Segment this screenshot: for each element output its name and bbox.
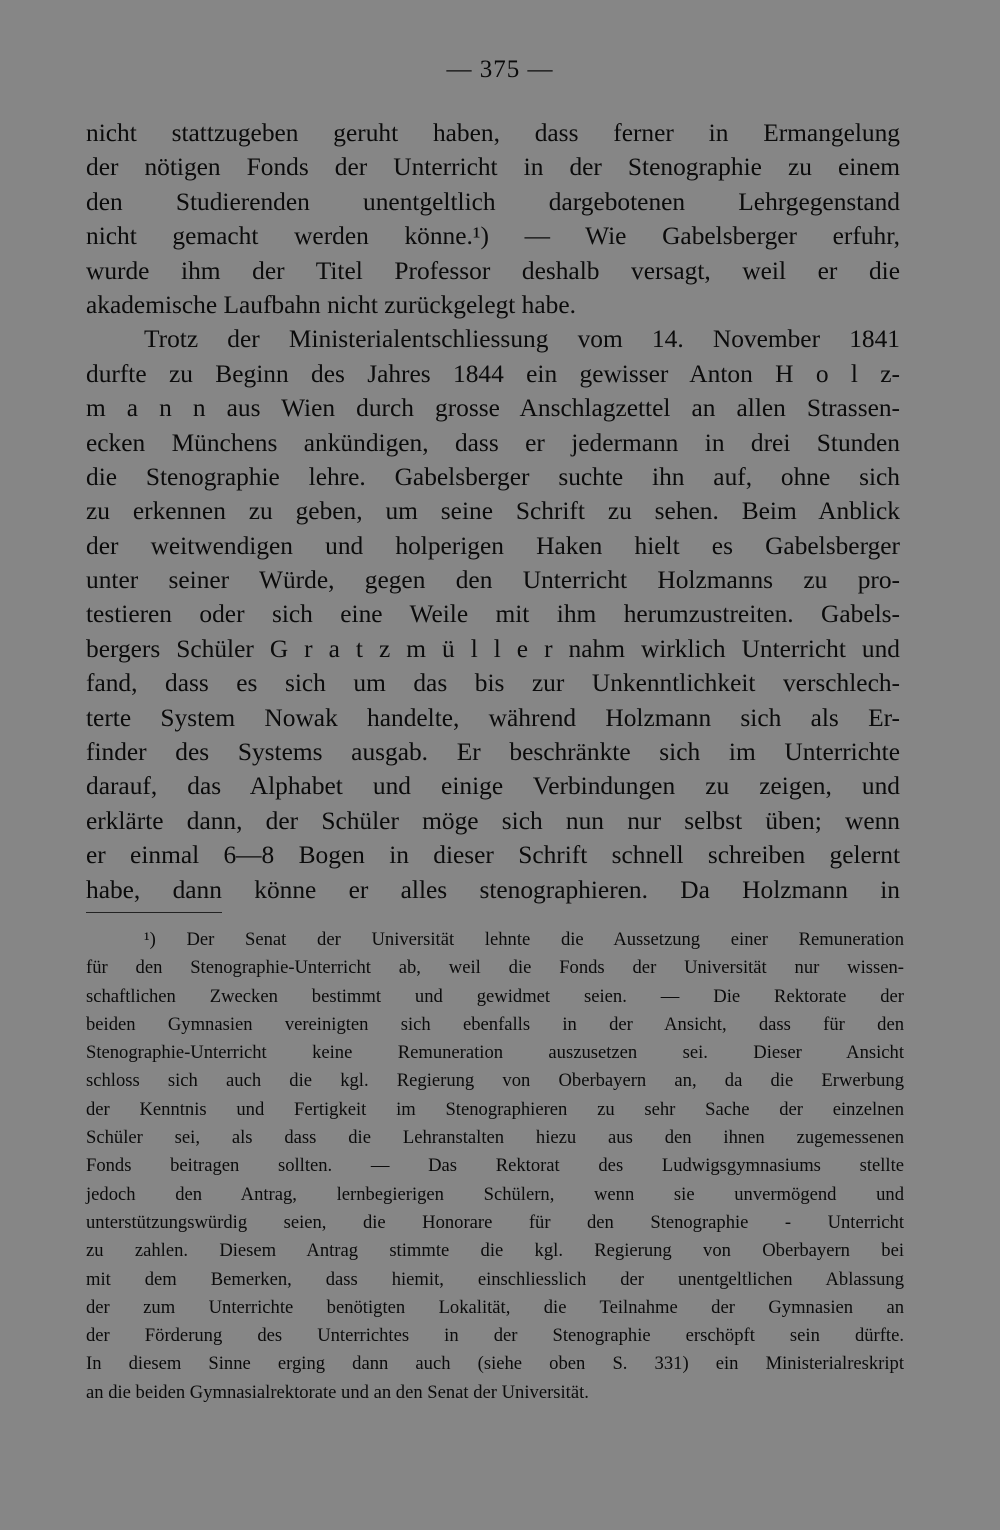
body-line: fand, dass es sich um das bis zur Unkenntlichkeit verschlech- (86, 669, 900, 698)
footnote-line: zu zahlen. Diesem Antrag stimmte die kgl. Regierung von Oberbayern bei (86, 1240, 904, 1262)
footnote-line: an die beiden Gymnasialrektorate und an den Senat der Universität. (86, 1381, 589, 1403)
body-line: bergers Schüler G r a t z m ü l l e r nahm wirklich Unterricht und (86, 634, 900, 663)
footnote-line: jedoch den Antrag, lernbegierigen Schülern, wenn sie unvermögend und (86, 1183, 904, 1205)
page-number: — 375 — (446, 56, 554, 83)
footnote-line: für den Stenographie-Unterricht ab, weil die Fonds der Universität nur wissen- (86, 957, 904, 979)
footnote-line: schloss sich auch die kgl. Regierung von Oberbayern an, da die Erwerbung (86, 1070, 904, 1092)
body-line: unter seiner Würde, gegen den Unterricht Holzmanns zu pro- (86, 566, 900, 595)
footnote-line: Schüler sei, als dass die Lehranstalten hiezu aus den ihnen zugemessenen (86, 1127, 904, 1149)
body-line: erklärte dann, der Schüler möge sich nun nur selbst üben; wenn (86, 806, 900, 835)
body-line: durfte zu Beginn des Jahres 1844 ein gewisser Anton H o l z- (86, 359, 900, 388)
body-line: wurde ihm der Titel Professor deshalb versagt, weil er die (86, 256, 900, 285)
footnote-line: beiden Gymnasien vereinigten sich ebenfalls in der Ansicht, dass für den (86, 1013, 904, 1035)
body-line: der weitwendigen und holperigen Haken hielt es Gabelsberger (86, 531, 900, 560)
body-line: der nötigen Fonds der Unterricht in der Stenographie zu einem (86, 153, 900, 182)
body-line: darauf, das Alphabet und einige Verbindungen zu zeigen, und (86, 772, 900, 801)
body-line: habe, dann könne er alles stenographieren. Da Holzmann in (86, 875, 900, 904)
footnote-line: mit dem Bemerken, dass hiemit, einschliesslich der unentgeltlichen Ablassung (86, 1268, 904, 1290)
body-line: terte System Nowak handelte, während Holzmann sich als Er- (86, 703, 900, 732)
body-line: finder des Systems ausgab. Er beschränkte sich im Unterrichte (86, 738, 900, 767)
body-line: er einmal 6—8 Bogen in dieser Schrift schnell schreiben gelernt (86, 841, 900, 870)
body-line: den Studierenden unentgeltlich dargebotenen Lehrgegenstand (86, 187, 900, 216)
body-line: zu erkennen zu geben, um seine Schrift zu sehen. Beim Anblick (86, 497, 900, 526)
footnote (86, 926, 904, 1407)
body-line: testieren oder sich eine Weile mit ihm herumzustreiten. Gabels- (86, 600, 900, 629)
footnote-line: In diesem Sinne erging dann auch (siehe oben S. 331) ein Ministerialreskript (86, 1353, 904, 1375)
footnote-line: der zum Unterrichte benötigten Lokalität, die Teilnahme der Gymnasien an (86, 1296, 904, 1318)
body-line: die Stenographie lehre. Gabelsberger suchte ihn auf, ohne sich (86, 462, 900, 491)
footnote-line: Fonds beitragen sollten. — Das Rektorat des Ludwigsgymnasiums stellte (86, 1155, 904, 1177)
body-line: nicht stattzugeben geruht haben, dass ferner in Ermangelung (86, 119, 900, 147)
footnote-separator (86, 912, 222, 913)
footnote-line: ¹) Der Senat der Universität lehnte die Aussetzung einer Remuneration (144, 929, 904, 950)
footnote-line: Stenographie-Unterricht keine Remuneration auszusetzen sei. Dieser Ansicht (86, 1042, 904, 1064)
body-line: Trotz der Ministerialentschliessung vom 14. November 1841 (144, 325, 900, 354)
footnote-line: schaftlichen Zwecken bestimmt und gewidmet seien. — Die Rektorate der (86, 985, 904, 1007)
footnote-line: unterstützungswürdig seien, die Honorare für den Stenographie - Unterricht (86, 1211, 904, 1233)
footnote-line: der Kenntnis und Fertigkeit im Stenographieren zu sehr Sache der einzelnen (86, 1098, 904, 1120)
footnote-line: der Förderung des Unterrichtes in der Stenographie erschöpft sein dürfte. (86, 1325, 904, 1347)
body-text (86, 116, 900, 907)
body-line: ecken Münchens ankündigen, dass er jedermann in drei Stunden (86, 428, 900, 457)
body-line: m a n n aus Wien durch grosse Anschlagzettel an allen Strassen- (86, 394, 900, 423)
body-line: akademische Laufbahn nicht zurückgelegt habe. (86, 290, 576, 319)
body-line: nicht gemacht werden könne.¹) — Wie Gabelsberger erfuhr, (86, 222, 900, 251)
